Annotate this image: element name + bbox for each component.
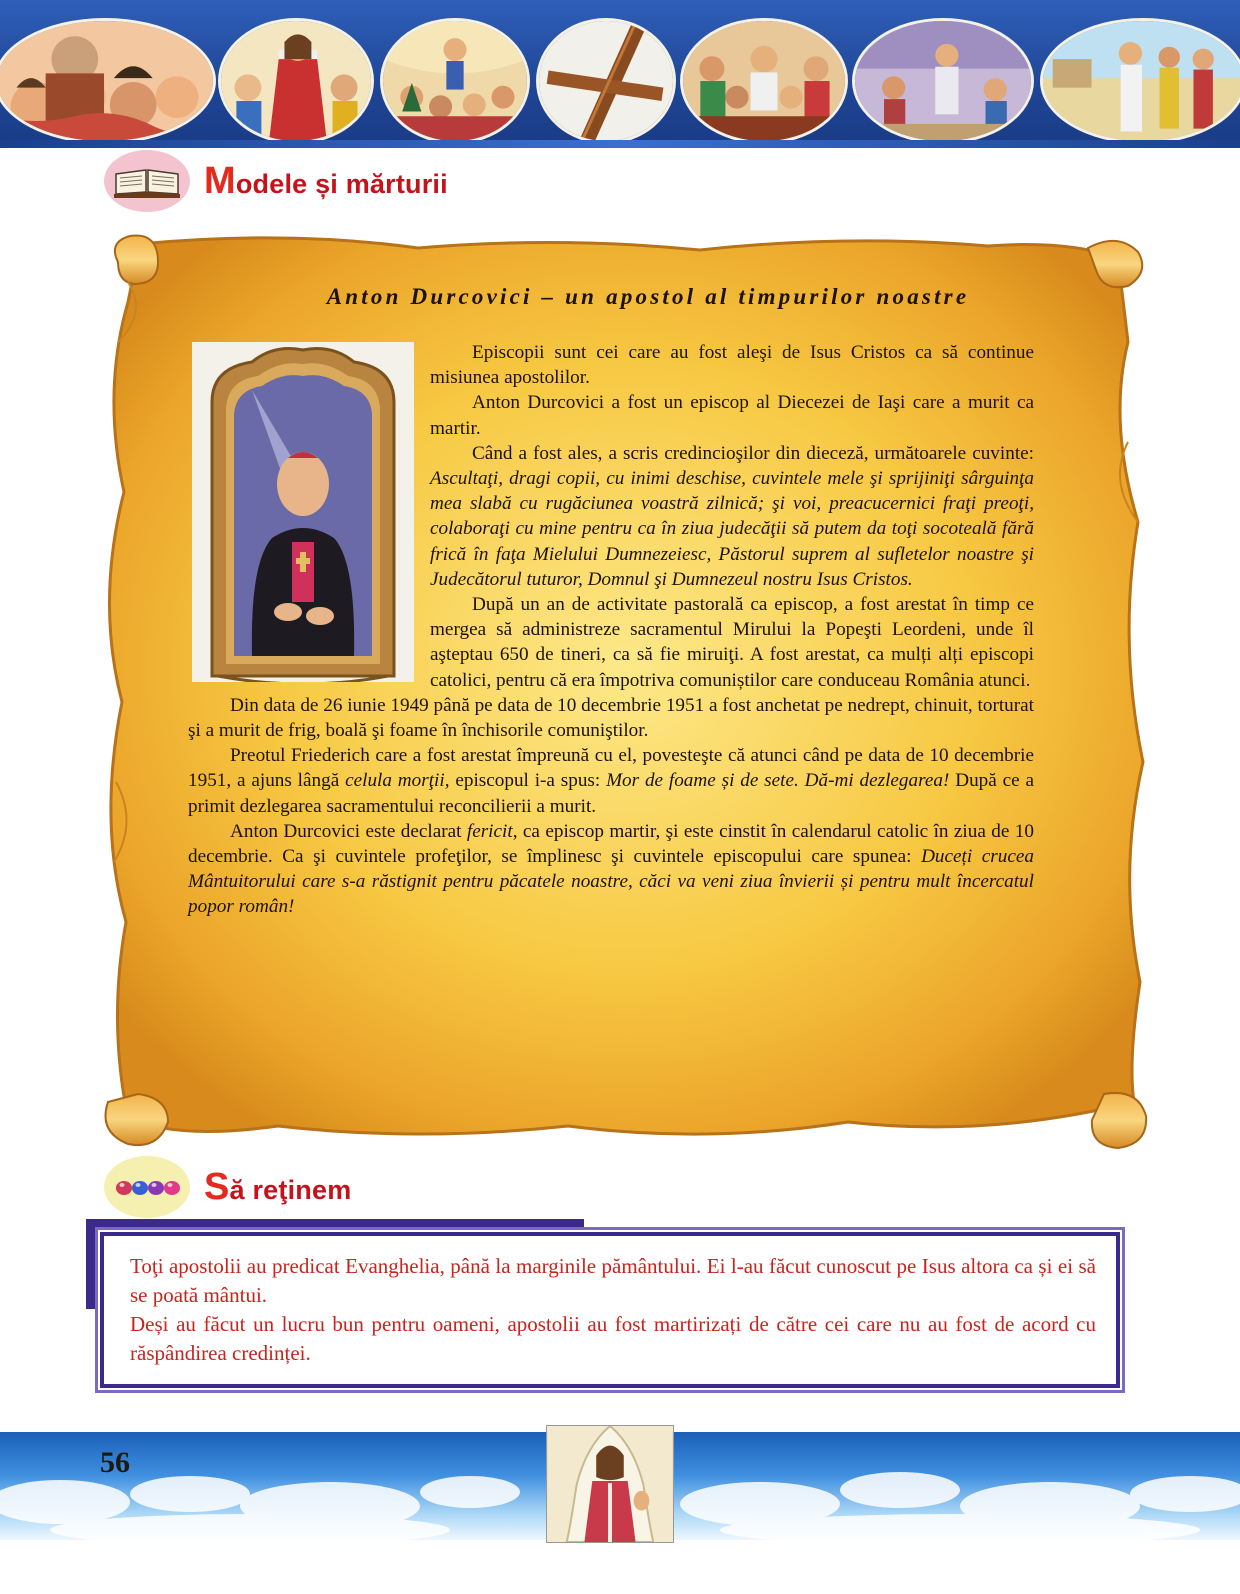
parchment-article [88, 222, 1156, 1158]
section-models-header [104, 150, 448, 212]
article-paragraph: După un an de activitate pastorală ca episcop, a fost arestat în timp ce mergea să administreze sacramentul Mirului la Popeşti Leordeni, unde îl aşteptau 650 de tineri, ca să fie miruiţi. A fost arestat, ca mulți alți episcopi catolici, pentru că era împotriva comuniștilor care conduceau România atunci. [430, 594, 1034, 691]
section-models-title: Modele și mărturii [204, 159, 448, 202]
retain-text [130, 1252, 1096, 1368]
article-paragraph: Din data de 26 iunie 1949 până pe data de 10 decembrie 1951 a fost anchetat pe nedrept, chinuit, torturat şi a murit de frig, boală şi foame în închisorile comuniştilor. [188, 694, 1034, 742]
banner-scene-walking [1040, 18, 1240, 144]
article-title: Anton Durcovici – un apostol al timpurilor noastre [326, 284, 970, 309]
article-paragraph: Anton Durcovici este declarat fericit, ca episcop martir, şi este cinstit în calendarul catolic în ziua de 10 decembrie. Ca şi cuvintele profeţilor, se împlinesc şi cuvintele episcopului care spunea: Duceți crucea Mântuitorului care s-a răstignit pentru păcatele noastre, căci va veni ziua învierii și pentru mult încercatul popor român! [188, 820, 1034, 918]
retain-line: Toţi apostolii au predicat Evanghelia, până la marginile pământului. Ei l-au făcut cunoscut pe Isus altora ca și ei să se poată mântui. [130, 1254, 1096, 1307]
page-number: 56 [100, 1446, 130, 1479]
book-icon [104, 150, 190, 212]
jesus-illustration [546, 1425, 674, 1543]
banner-scene-supper [680, 18, 848, 144]
banner-scene-crowd [380, 18, 530, 144]
article-paragraph: Când a fost ales, a scris credincioşilor din dieceză, următoarele cuvinte: Ascultaţi, dragi copii, cu inimi deschise, cuvintele mele şi sprijiniţi sârguinţa mea slabă cu rugăciunea voastră zilnică; şi voi, preacucernici fraţi preoţi, colaboraţi cu mine pentru ca în ziua judecăţii să putem da toţi socoteală fără frică în faţa Mielului Dumnezeiesc, Păstorul suprem al sufletelor noastre şi Judecătorul tuturor, Domnul şi Dumnezeul nostru Isus Cristos. [430, 442, 1034, 590]
retain-line: Deși au făcut un lucru bun pentru oameni, apostolii au fost martirizați de către cei care nu au fost de acord cu răspândirea credinței. [130, 1312, 1096, 1365]
banner-scene-cross [536, 18, 676, 144]
colored-beads-icon [104, 1156, 190, 1218]
banner-scene-children [0, 18, 216, 144]
banner-scene-preaching [852, 18, 1034, 144]
article-paragraph: Anton Durcovici a fost un episcop al Diecezei de Iaşi care a murit ca martir. [430, 392, 1034, 439]
article-body [188, 338, 1034, 920]
section-retain-header [104, 1156, 351, 1218]
article-paragraph: Episcopii sunt cei care au fost aleşi de Isus Cristos ca să continue misiunea apostolilor. [430, 342, 1034, 389]
banner-scene-jesus-blessing [218, 18, 374, 144]
top-banner [0, 0, 1240, 148]
article-paragraph: Preotul Friederich care a fost arestat împreună cu el, povesteşte că atunci când pe data de 10 decembrie 1951, a ajuns lângă celula morţii, episcopul i-a spus: Mor de foame și de sete. Dă-mi dezlegarea! După ce a primit dezlegarea sacramentului reconcilierii a murit. [188, 745, 1034, 817]
section-retain-title: Să reţinem [204, 1165, 352, 1208]
